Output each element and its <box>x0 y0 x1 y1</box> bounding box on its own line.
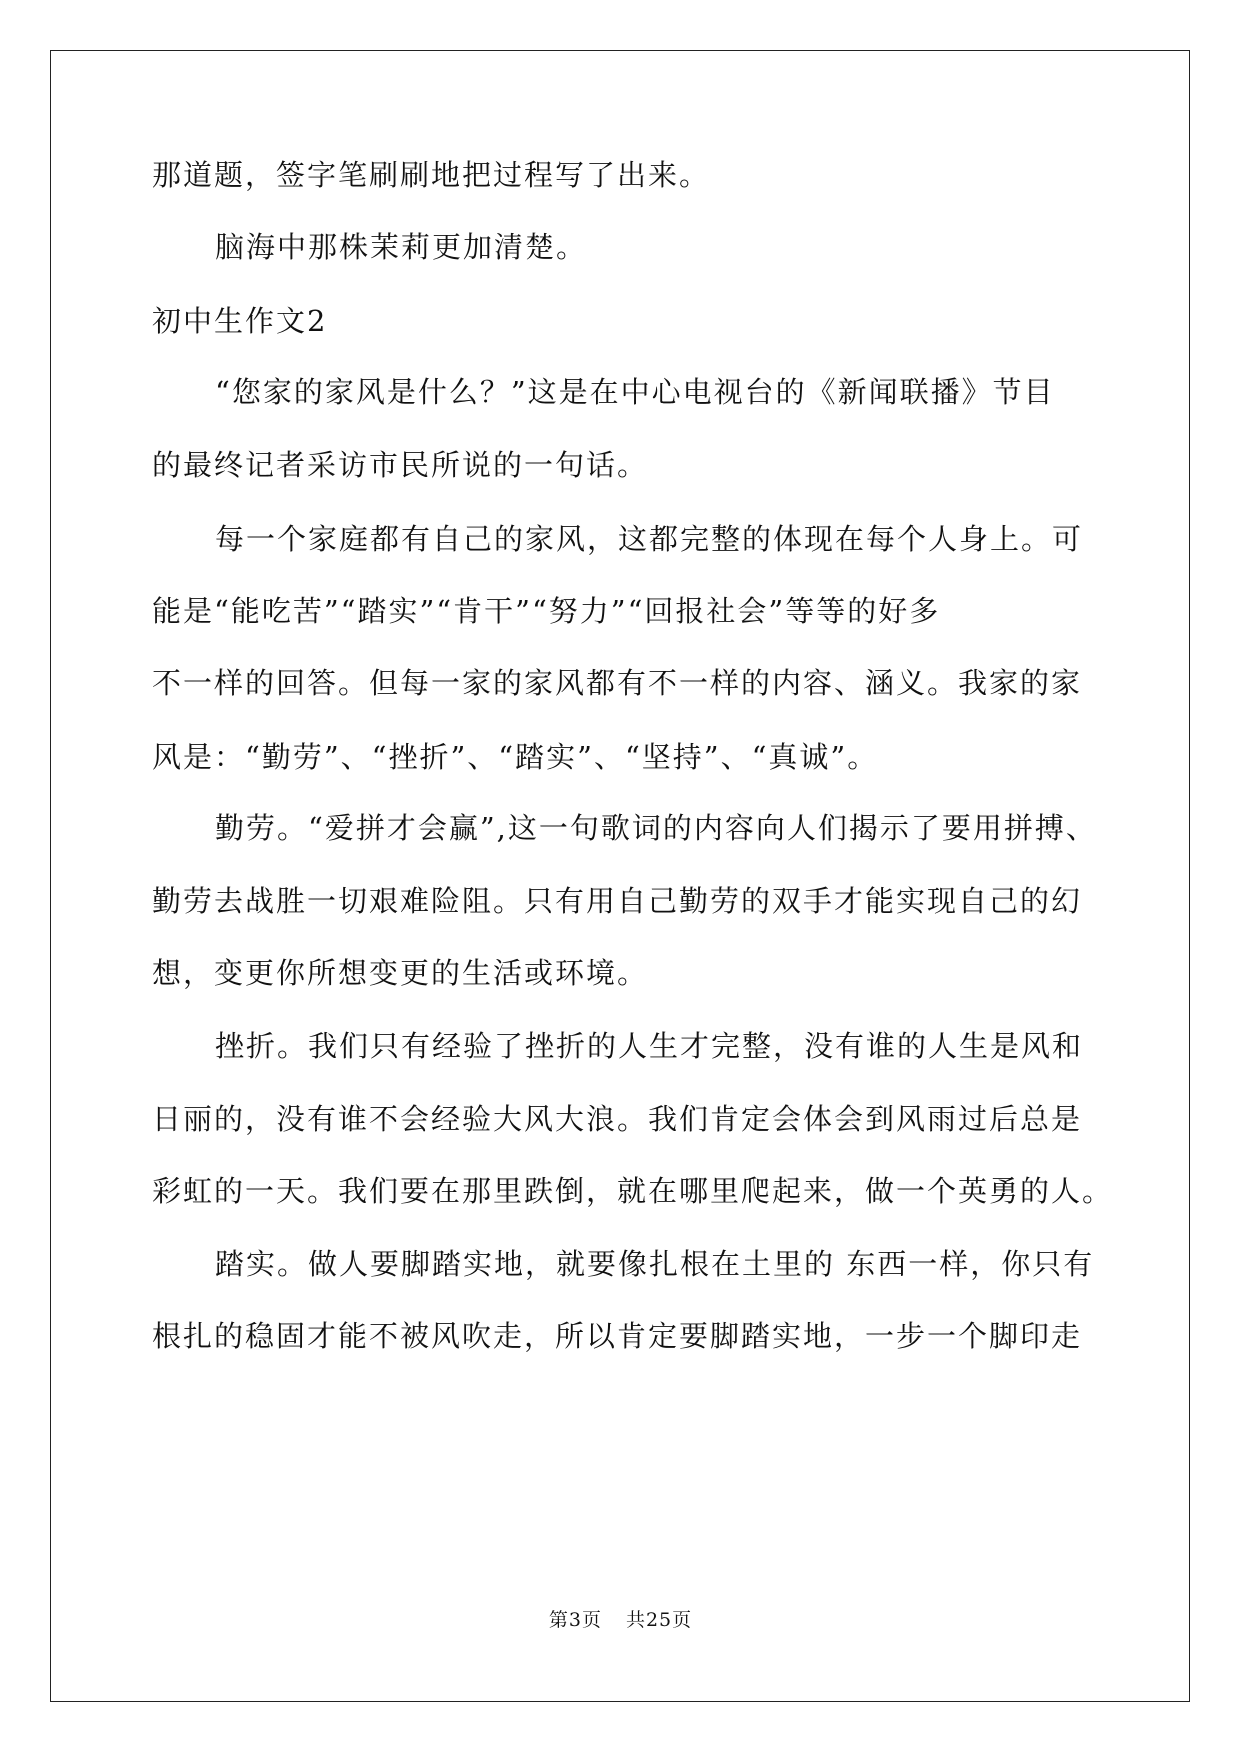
text-line: 不一样的回答。但每一家的家风都有不一样的内容、涵义。我家的家 <box>152 666 1083 700</box>
text-line: 能是“能吃苦”“踏实”“肯干”“努力”“回报社会”等等的好多 <box>152 594 941 628</box>
text-line: 想，变更你所想变更的生活或环境。 <box>152 956 649 990</box>
text-line: 根扎的稳固才能不被风吹走，所以肯定要脚踏实地，一步一个脚印走 <box>152 1319 1083 1353</box>
text-line: 彩虹的一天。我们要在那里跌倒，就在哪里爬起来，做一个英勇的人。 <box>152 1174 1114 1208</box>
text-line: 那道题，签字笔刷刷地把过程写了出来。 <box>152 158 711 192</box>
text-line: 勤劳。“爱拼才会赢”,这一句歌词的内容向人们揭示了要用拼搏、 <box>215 811 1097 845</box>
page-total: 共25页 <box>625 1609 693 1631</box>
text-line: 挫折。我们只有经验了挫折的人生才完整，没有谁的人生是风和 <box>215 1029 1084 1063</box>
text-line: “您家的家风是什么？”这是在中心电视台的《新闻联播》节目 <box>215 375 1055 409</box>
page-footer <box>0 1608 1241 1632</box>
text-line: 脑海中那株茉莉更加清楚。 <box>215 230 588 264</box>
section-heading: 初中生作文2 <box>152 304 328 338</box>
text-line: 勤劳去战胜一切艰难险阻。只有用自己勤劳的双手才能实现自己的幻 <box>152 884 1083 918</box>
text-line: 每一个家庭都有自己的家风，这都完整的体现在每个人身上。可 <box>215 522 1084 556</box>
text-line: 踏实。做人要脚踏实地，就要像扎根在土里的 东西一样，你只有 <box>215 1247 1095 1281</box>
page-frame <box>50 50 1190 1702</box>
text-line: 的最终记者采访市民所说的一句话。 <box>152 448 649 482</box>
text-line: 日丽的，没有谁不会经验大风大浪。我们肯定会体会到风雨过后总是 <box>152 1102 1083 1136</box>
text-line: 风是：“勤劳”、“挫折”、“踏实”、“坚持”、“真诚”。 <box>152 740 879 774</box>
page-number: 第3页 <box>548 1609 602 1631</box>
